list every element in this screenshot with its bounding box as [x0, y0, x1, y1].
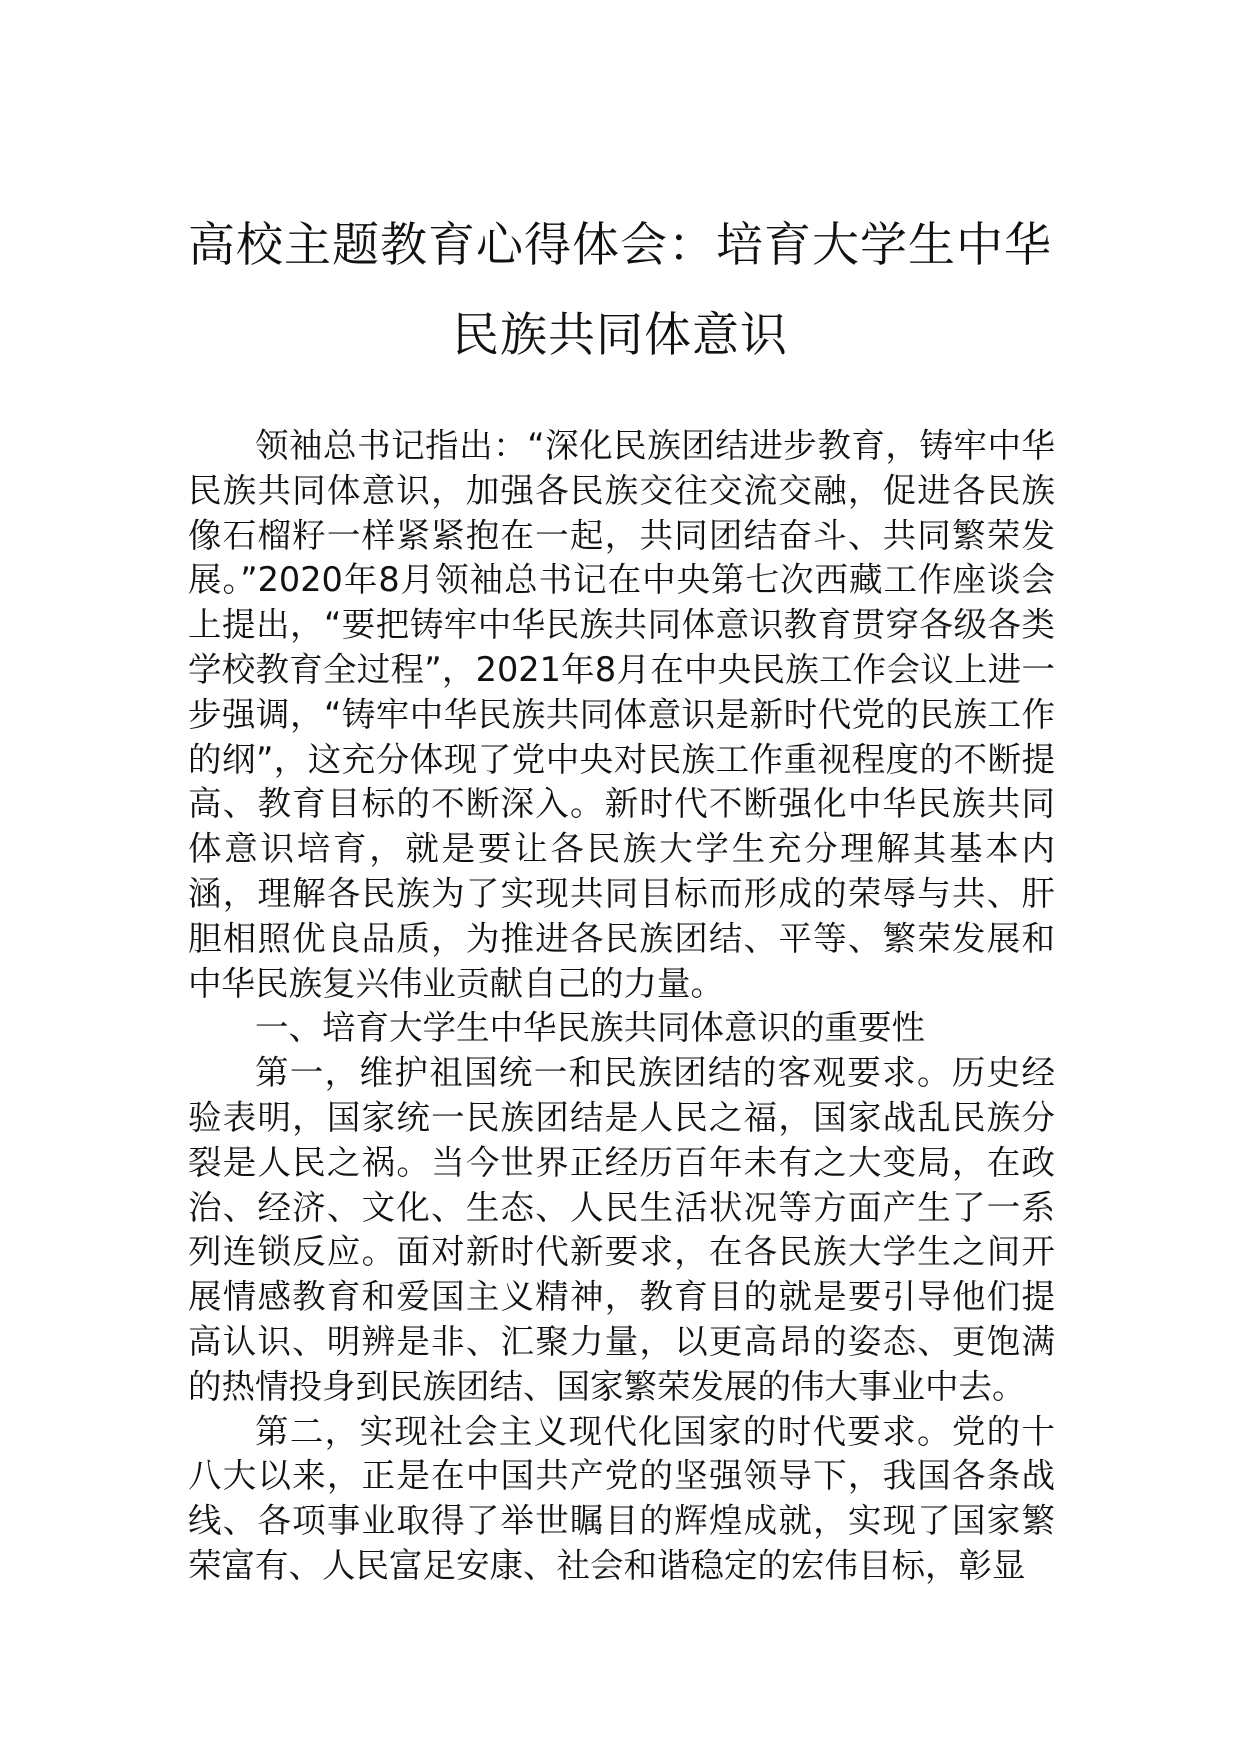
paragraph-first-point: 第一，维护祖国统一和民族团结的客观要求。历史经验表明，国家统一民族团结是人民之福，国家战乱民族分裂是人民之祸。当今世界正经历百年未有之大变局，在政治、经济、文化、生态、人民生活状况等方面产生了一系列连锁反应。面对新时代新要求，在各民族大学生之间开展情感教育和爱国主义精神，教育目的就是要引导他们提高认识、明辨是非、汇聚力量，以更高昂的姿态、更饱满的热情投身到民族团结、国家繁荣发展的伟大事业中去。: [188, 1053, 1055, 1406]
document-title-line-2: 民族共同体意识: [452, 308, 788, 363]
document-title-line-1: 高校主题教育心得体会：培育大学生中华: [188, 218, 1052, 273]
document-body: [188, 424, 1055, 1589]
section-heading-1: 一、培育大学生中华民族共同体意识的重要性: [255, 1008, 925, 1048]
paragraph-second-point: 第二，实现社会主义现代化国家的时代要求。党的十八大以来，正是在中国共产党的坚强领导下，我国各条战线、各项事业取得了举世瞩目的辉煌成就，实现了国家繁荣富有、人民富足安康、社会和谐稳定的宏伟目标，彰显: [188, 1411, 1055, 1585]
paragraph-intro: 领袖总书记指出：“深化民族团结进步教育，铸牢中华民族共同体意识，加强各民族交往交流交融，促进各民族像石榴籽一样紧紧抱在一起，共同团结奋斗、共同繁荣发展。”2020年8月领袖总书记在中央第七次西藏工作座谈会上提出，“要把铸牢中华民族共同体意识教育贯穿各级各类学校教育全过程”，2021年8月在中央民族工作会议上进一步强调，“铸牢中华民族共同体意识是新时代党的民族工作的纲”，这充分体现了党中央对民族工作重视程度的不断提高、教育目标的不断深入。新时代不断强化中华民族共同体意识培育，就是要让各民族大学生充分理解其基本内涵，理解各民族为了实现共同目标而形成的荣辱与共、肝胆相照优良品质，为推进各民族团结、平等、繁荣发展和中华民族复兴伟业贡献自己的力量。: [188, 426, 1055, 1003]
